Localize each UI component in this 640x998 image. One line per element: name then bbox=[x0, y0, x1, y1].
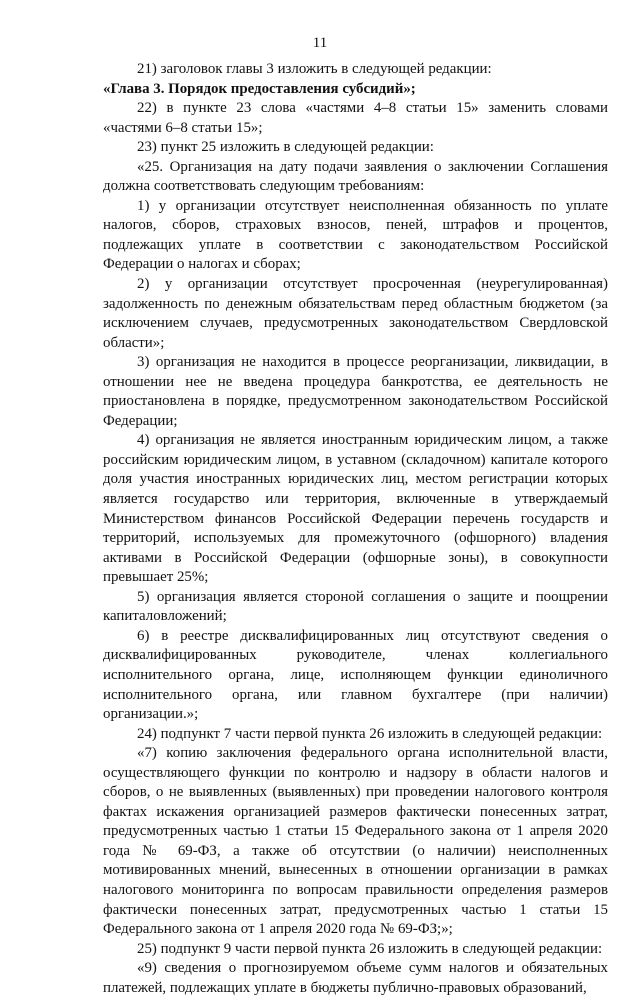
requirement-6: 6) в реестре дисквалифицированных лиц отсутствуют сведения о дисквалифицированных руководителе, членах коллегиального исполнительного органа, лице, исполняющем функции единоличного исполнительного органа, или главном бухгалтере (при наличии) организации.»; bbox=[103, 627, 608, 723]
paragraph-item-23: 23) пункт 25 изложить в следующей редакции: bbox=[137, 139, 434, 156]
clause-25: «25. Организация на дату подачи заявления о заключении Соглашения должна соответствовать следующим требованиям: bbox=[103, 158, 608, 195]
paragraph-item-25: 25) подпункт 9 части первой пункта 26 изложить в следующей редакции: bbox=[137, 940, 603, 957]
requirement-4: 4) организация не является иностранным юридическим лицом, а также российским юридическим лицом, в уставном (складочном) капитале которого доля участия иностранных юридических лиц, местом регистрации которых является государство или территория, включенные в утверждаемый Министерством финансов Российской Федерации перечень государств и территорий, используемых для промежуточного (офшорного) владения активами в Российской Федерации (офшорные зоны), в совокупности превышает 25%; bbox=[103, 432, 608, 586]
requirement-2: 2) у организации отсутствует просроченная (неурегулированная) задолженность по денежным обязательствам перед областным бюджетом (за исключением случаев, предусмотренных законодательством Свердловской области»; bbox=[103, 276, 608, 351]
requirement-5: 5) организация является стороной соглашения о защите и поощрении капиталовложений; bbox=[103, 588, 608, 625]
document-body bbox=[103, 60, 608, 998]
subclause-7: «7) копию заключения федерального органа исполнительной власти, осуществляющего функции по контролю и надзору в области налогов и сборов, о не выявленных (выявленных) при проведении налогового контроля фактах искажения организацией размеров фактически понесенных затрат, предусмотренных частью 1 статьи 15 Федерального закона от 1 апреля 2020 года № 69-ФЗ, а также об отсутствии (о наличии) неисполненных мотивированных мнений, вынесенных в отношении организации в рамках налогового мониторинга по вопросам правильности определения размеров фактически понесенных затрат, предусмотренных частью 1 статьи 15 Федерального закона от 1 апреля 2020 года № 69-ФЗ;»; bbox=[103, 745, 608, 938]
chapter-heading: «Глава 3. Порядок предоставления субсидий»; bbox=[103, 80, 416, 97]
paragraph-item-22: 22) в пункте 23 слова «частями 4–8 статьи 15» заменить словами «частями 6–8 статьи 15»; bbox=[103, 100, 608, 136]
paragraph-item-21: 21) заголовок главы 3 изложить в следующей редакции: bbox=[137, 61, 492, 77]
requirement-3: 3) организация не находится в процессе реорганизации, ликвидации, в отношении нее не введена процедура банкротства, ее деятельность не приостановлена в порядке, предусмотренном законодательством Российской Федерации; bbox=[103, 354, 608, 429]
page-number: 11 bbox=[312, 35, 328, 51]
paragraph-item-24: 24) подпункт 7 части первой пункта 26 изложить в следующей редакции: bbox=[137, 725, 603, 742]
requirement-1: 1) у организации отсутствует неисполненная обязанность по уплате налогов, сборов, страховых взносов, пеней, штрафов и процентов, подлежащих уплате в соответствии с законодательством Российской Федерации о налогах и сборах; bbox=[103, 197, 608, 273]
subclause-9: «9) сведения о прогнозируемом объеме сумм налогов и обязательных платежей, подлежащих уплате в бюджеты публично-правовых образований, bbox=[103, 960, 608, 996]
